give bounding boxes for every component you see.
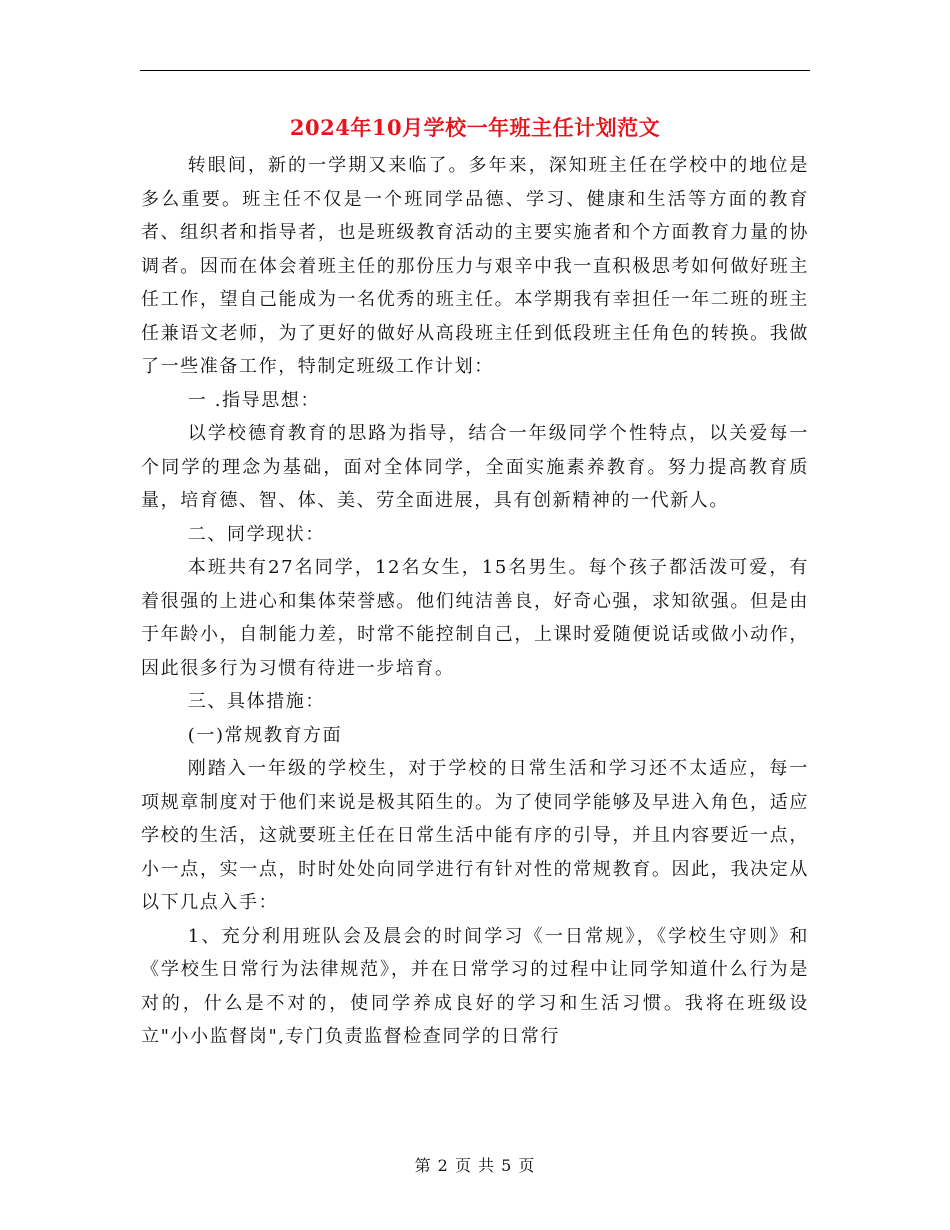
- heading-specific-measures: 三、具体措施：: [187, 691, 325, 712]
- header-rule: [140, 70, 810, 71]
- paragraph-intro: 转眼间，新的一学期又来临了。多年来，深知班主任在学校中的地位是多么重要。班主任不仅是一个班同学品德、学习、健康和生活等方面的教育者、组织者和指导者，也是班级教育活动的主要实施者和个方面教育力量的协调者。因而在体会着班主任的那份压力与艰辛中我一直积极思考如何做好班主任工作，望自己能成为一名优秀的班主任。本学期我有幸担任一年二班的班主任兼语文老师，为了更好的做好从高段班主任到低段班主任角色的转换。我做了一些准备工作，特制定班级工作计划：: [141, 155, 809, 377]
- heading-guiding-ideology: 一 .指导思想：: [187, 389, 321, 411]
- paragraph-routine-education: 刚踏入一年级的学校生，对于学校的日常生活和学习还不太适应，每一项规章制度对于他们来说是极其陌生的。为了使同学能够及早进入角色，适应学校的生活，这就要班主任在日常生活中能有序的引导，并且内容要近一点，小一点，实一点，时时处处向同学进行有针对性的常规教育。因此，我决定从以下几点入手：: [141, 758, 809, 913]
- paragraph-student-status: 本班共有27名同学，12名女生，15名男生。每个孩子都活泼可爱，有着很强的上进心和集体荣誉感。他们纯洁善良，好奇心强，求知欲强。但是由于年龄小，自制能力差，时常不能控制自己，上课时爱随便说话或做小动作，因此很多行为习惯有待进一步培育。: [141, 557, 809, 679]
- page-number: 第 2 页 共 5 页: [414, 1156, 536, 1175]
- document-body: [141, 149, 809, 1054]
- document-title: 2024年10月学校一年班主任计划范文: [289, 115, 661, 140]
- paragraph-guiding-ideology: 以学校德育教育的思路为指导，结合一年级同学个性特点，以关爱每一个同学的理念为基础，面对全体同学，全面实施素养教育。努力提高教育质量，培育德、智、体、美、劳全面进展，具有创新精神的一代新人。: [141, 423, 809, 511]
- heading-student-status: 二、同学现状：: [187, 523, 325, 545]
- subheading-routine-education: (一)常规教育方面: [187, 724, 343, 746]
- paragraph-measure-1: 1、充分利用班队会及晨会的时间学习《一日常规》，《学校生守则》和《学校生日常行为法律规范》，并在日常学习的过程中让同学知道什么行为是对的，什么是不对的，使同学养成良好的学习和生活习惯。我将在班级设立"小小监督岗",专门负责监督检查同学的日常行: [141, 925, 809, 1047]
